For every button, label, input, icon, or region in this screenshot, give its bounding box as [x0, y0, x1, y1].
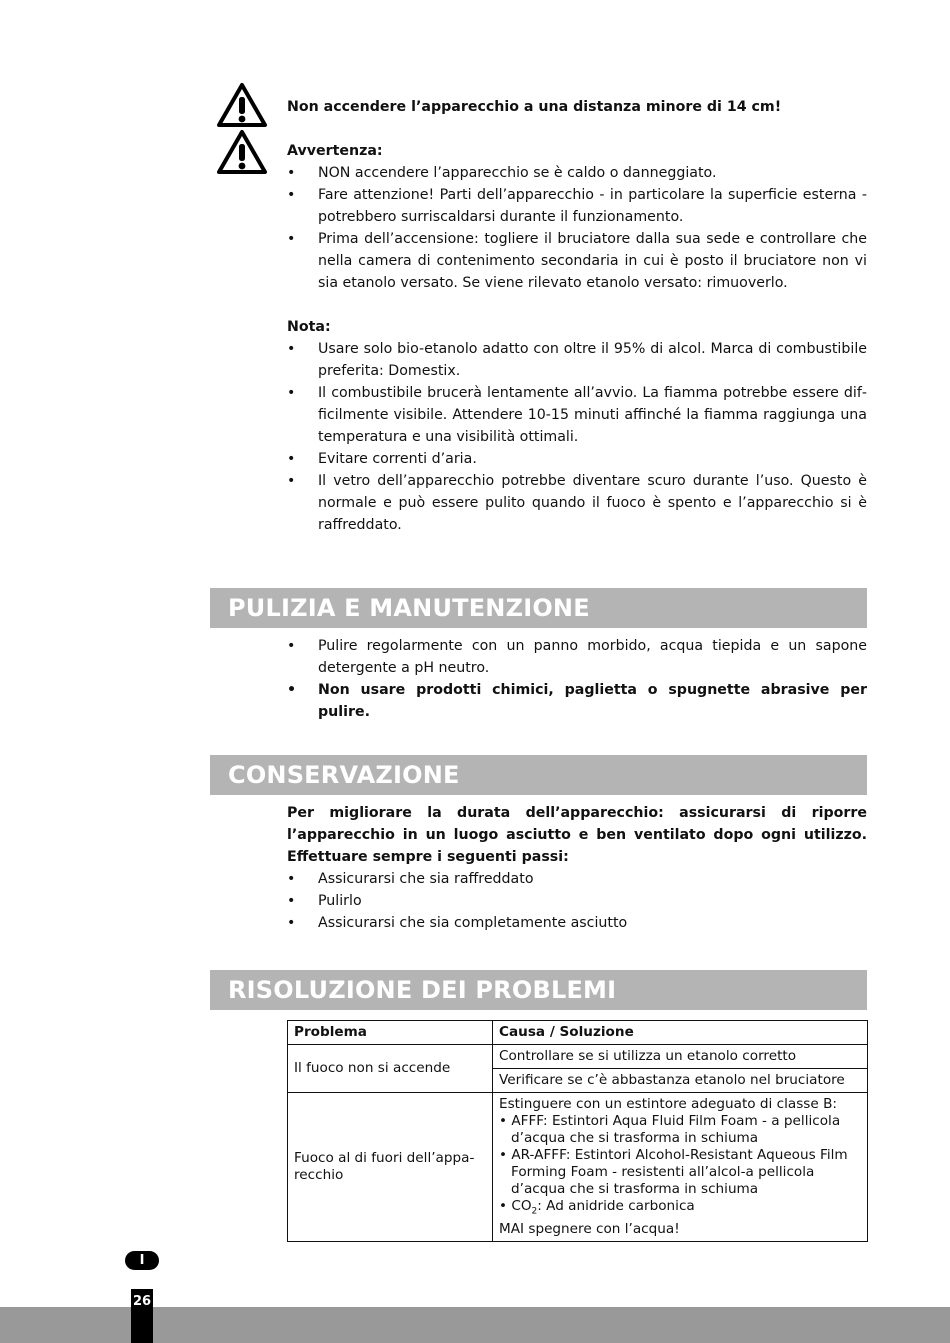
list-item: • Usare solo bio-etanolo adatto con oltre il 95% di alcol. Marca di combustibile preferita: Domestix.	[287, 338, 867, 382]
column-header-problema: Problema	[288, 1021, 493, 1045]
list-item: • Evitare correnti d’aria.	[287, 448, 867, 470]
list-item: • Prima dell’accensione: togliere il bruciatore dalla sua sede e controllare che nella camera di contenimento secondaria in cui è posto il bruciatore non vi sia etanolo versato. Se viene rilevato etanolo versato: rimuoverlo.	[287, 228, 867, 294]
list-item: • Pulirlo	[287, 890, 867, 912]
table-row	[288, 1045, 868, 1069]
warning-triangle-icon	[216, 82, 268, 128]
nota-block	[287, 316, 867, 536]
avvertenza-list	[287, 162, 867, 294]
solution-bullet: • AR-AFFF: Estintori Alcohol-Resistant Aqueous Film Forming Foam - resistenti all’alcol-a pellicola d’acqua che si trasforma in schiuma	[499, 1147, 848, 1197]
co2-suffix: : Ad anidride carbonica	[537, 1198, 695, 1214]
nota-list	[287, 338, 867, 536]
table-row	[288, 1093, 868, 1242]
list-item: • Non usare prodotti chimici, paglietta o spugnette abrasive per pulire.	[287, 679, 867, 723]
pulizia-block	[287, 635, 867, 723]
solution-intro: Estinguere con un estintore adeguato di classe B:	[499, 1096, 837, 1112]
solution-bullet: • AFFF: Estintori Aqua Fluid Film Foam - a pellicola d’acqua che si trasforma in schiuma	[499, 1113, 841, 1146]
list-item: • Fare attenzione! Parti dell’apparecchio - in particolare la superficie esterna - potrebbero surriscaldarsi durante il funzionamento.	[287, 184, 867, 228]
solution-warning: MAI spegnere con l’acqua!	[499, 1220, 680, 1237]
solution-bullet	[499, 1198, 861, 1221]
list-item: • Il combustibile brucerà lentamente all’avvio. La fiamma potrebbe essere difficilmente visibile. Attendere 10-15 minuti affinché la fiamma raggiunga una temperatura e una visibilità ottimali.	[287, 382, 867, 448]
list-item: • NON accendere l’apparecchio se è caldo o danneggiato.	[287, 162, 867, 184]
list-item: • Assicurarsi che sia raffreddato	[287, 868, 867, 890]
avvertenza-block	[287, 140, 867, 294]
list-item: • Il vetro dell’apparecchio potrebbe diventare scuro durante l’uso. Questo è normale e può essere pulito quando il fuoco è spento e l’apparecchio si è raffreddato.	[287, 470, 867, 536]
table-header-row	[288, 1021, 868, 1045]
nota-title: Nota:	[287, 319, 331, 335]
column-header-causa: Causa / Soluzione	[493, 1021, 868, 1045]
problem-cell: Il fuoco non si accende	[288, 1045, 493, 1093]
solution-cell: Verificare se c’è abbastanza etanolo nel bruciatore	[493, 1069, 868, 1093]
problem-cell: Fuoco al di fuori dell’apparecchio	[288, 1093, 493, 1242]
section-heading-conservazione: CONSERVAZIONE	[210, 755, 867, 795]
distance-warning: Non accendere l’apparecchio a una distanza minore di 14 cm!	[287, 99, 782, 115]
conservazione-list	[287, 868, 867, 934]
conservazione-block	[287, 802, 867, 934]
list-item: • Pulire regolarmente con un panno morbido, acqua tiepida e un sapone detergente a pH neutro.	[287, 635, 867, 679]
avvertenza-title: Avvertenza:	[287, 143, 383, 159]
co2-prefix: • CO	[499, 1198, 532, 1214]
warning-triangle-icon	[216, 129, 268, 175]
language-badge: I	[125, 1251, 159, 1270]
list-item: • Assicurarsi che sia completamente asciutto	[287, 912, 867, 934]
pulizia-list	[287, 635, 867, 723]
section-heading-risoluzione: RISOLUZIONE DEI PROBLEMI	[210, 970, 867, 1010]
solution-cell	[493, 1093, 868, 1242]
co2-subscript: 2	[531, 1206, 538, 1217]
solution-cell: Controllare se si utilizza un etanolo corretto	[493, 1045, 868, 1069]
page-number: 26	[131, 1289, 153, 1343]
conservazione-intro: Per migliorare la durata dell’apparecchio: assicurarsi di riporre l’apparecchio in un luogo asciutto e ben ventilato dopo ogni utilizzo. Effettuare sempre i seguenti passi:	[287, 805, 867, 865]
section-heading-pulizia: PULIZIA E MANUTENZIONE	[210, 588, 867, 628]
troubleshooting-table	[287, 1020, 868, 1242]
